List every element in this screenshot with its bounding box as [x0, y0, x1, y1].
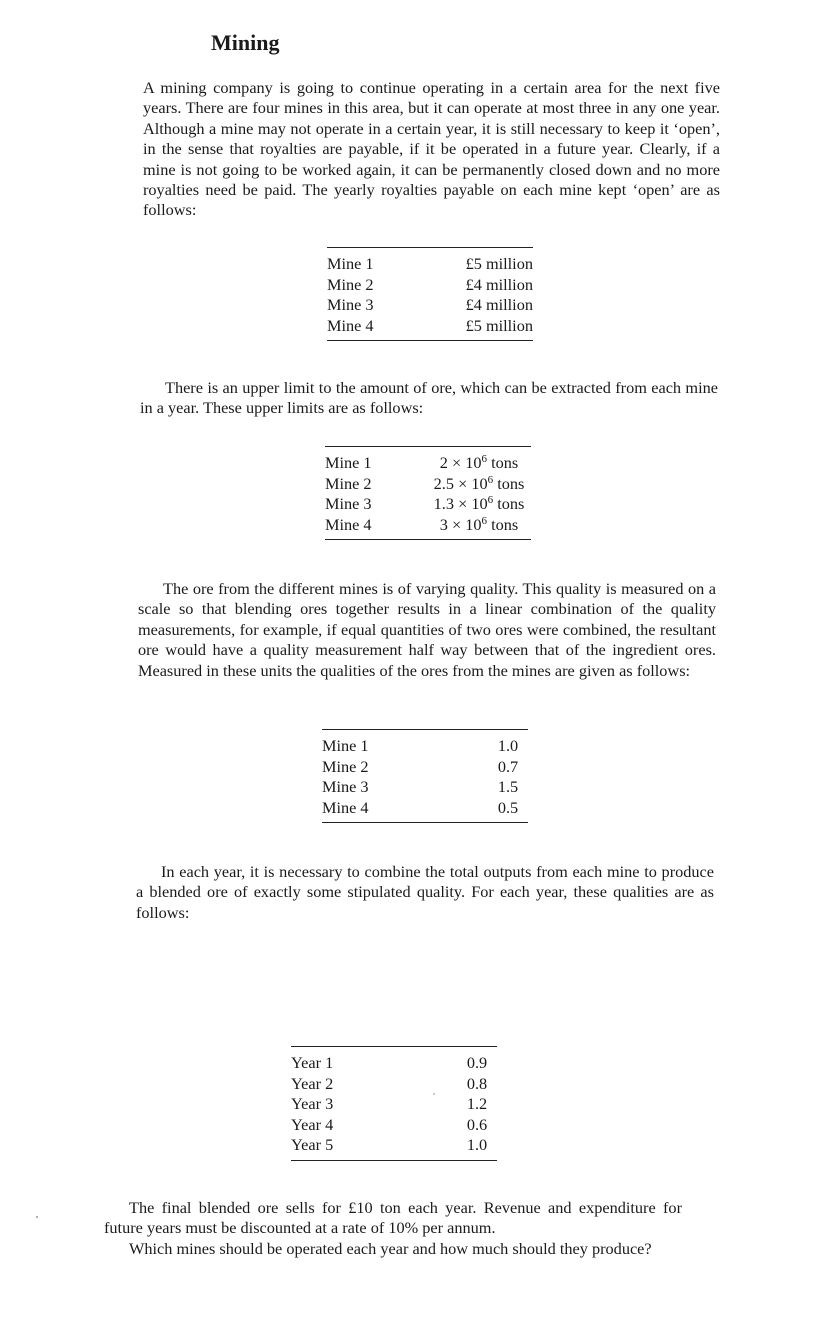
mine-label: Mine 2: [327, 274, 374, 294]
year-label: Year 5: [291, 1135, 334, 1155]
quality-value: 1.0: [466, 1135, 488, 1155]
limits-paragraph: There is an upper limit to the amount of ore, which can be extracted from each mine in a year. These upper limits are as follows:: [140, 378, 718, 418]
year-label: Year 4: [291, 1114, 334, 1134]
limit-value: $2 \times 10^6$ tons: [439, 453, 519, 472]
royalties-table: [327, 247, 533, 341]
table-row: [322, 798, 528, 819]
royalty-value: £4 million: [465, 295, 533, 315]
mine-label: Mine 4: [322, 797, 369, 817]
year-qualities-table: [291, 1046, 497, 1161]
table-row: [322, 757, 528, 778]
mine-label: Mine 4: [327, 315, 374, 335]
quality-value: 0.8: [466, 1073, 488, 1093]
limits-table: [325, 446, 531, 540]
scan-speck: [36, 1216, 38, 1218]
intro-paragraph: A mining company is going to continue operating in a certain area for the next five years. There are four mines in this area, but it can operate at most three in any one year. Although a mine may not operate in a certain year, it is still necessary to keep it ‘open’, in the sense that royalties are payable, if it be operated in a future year. Clearly, if a mine is not going to be worked again, it can be permanently closed down and no more royalties need be paid. The yearly royalties payable on each mine kept ‘open’ are as follows:: [143, 78, 720, 220]
quality-value: 1.2: [466, 1094, 488, 1114]
mine-label: Mine 2: [322, 756, 369, 776]
limit-value: $2.5 \times 10^6$ tons: [433, 473, 525, 493]
mine-label: Mine 2: [325, 473, 372, 493]
mine-label: Mine 3: [322, 777, 369, 797]
page-title: Mining: [211, 30, 280, 55]
limit-value: $3 \times 10^6$ tons: [439, 514, 519, 534]
mine-label: Mine 4: [325, 514, 372, 534]
limit-value: $1.3 \times 10^6$ tons: [433, 494, 525, 514]
qualities-table: [322, 729, 528, 823]
quality-value: 0.5: [497, 797, 519, 817]
year-label: Year 2: [291, 1073, 334, 1093]
quality-paragraph: The ore from the different mines is of varying quality. This quality is measured on a scale so that blending ores together results in a linear combination of the quality measurements, for example, if equal quantities of two ores were combined, the resultant ore would have a quality measurement half way between that of the ingredient ores. Measured in these units the qualities of the ores from the mines are given as follows:: [138, 579, 716, 680]
royalty-value: £5 million: [465, 315, 533, 335]
mine-label: Mine 1: [327, 254, 374, 273]
quality-value: 1.5: [497, 777, 519, 797]
table-row: [327, 295, 533, 316]
mine-label: Mine 3: [327, 295, 374, 315]
question-paragraph: Which mines should be operated each year and how much should they produce?: [129, 1239, 652, 1258]
mine-label: Mine 3: [325, 494, 372, 514]
table-row: [325, 453, 531, 474]
mine-label: Mine 1: [325, 453, 372, 472]
scan-speck: [433, 1093, 435, 1095]
table-row: [325, 515, 531, 536]
quality-value: 0.7: [497, 756, 519, 776]
quality-value: 1.0: [497, 736, 519, 755]
table-row: [291, 1115, 497, 1136]
table-row: [325, 494, 531, 515]
quality-value: 0.6: [466, 1114, 488, 1134]
royalty-value: £5 million: [465, 254, 533, 273]
blend-paragraph: In each year, it is necessary to combine the total outputs from each mine to produce a blended ore of exactly some stipulated quality. For each year, these qualities are as follows:: [136, 862, 714, 922]
table-row: [291, 1094, 497, 1115]
table-row: [291, 1135, 497, 1156]
table-row: [327, 275, 533, 296]
quality-value: 0.9: [466, 1053, 488, 1072]
table-row: [322, 736, 528, 757]
year-label: Year 3: [291, 1094, 334, 1114]
table-row: [291, 1053, 497, 1074]
table-row: [327, 254, 533, 275]
price-paragraph: The final blended ore sells for £10 ton each year. Revenue and expenditure for future years must be discounted at a rate of 10% per annum.: [104, 1198, 682, 1238]
royalty-value: £4 million: [465, 274, 533, 294]
table-row: [291, 1074, 497, 1095]
table-row: [325, 474, 531, 495]
year-label: Year 1: [291, 1053, 334, 1072]
table-row: [322, 777, 528, 798]
mine-label: Mine 1: [322, 736, 369, 755]
table-row: [327, 316, 533, 337]
